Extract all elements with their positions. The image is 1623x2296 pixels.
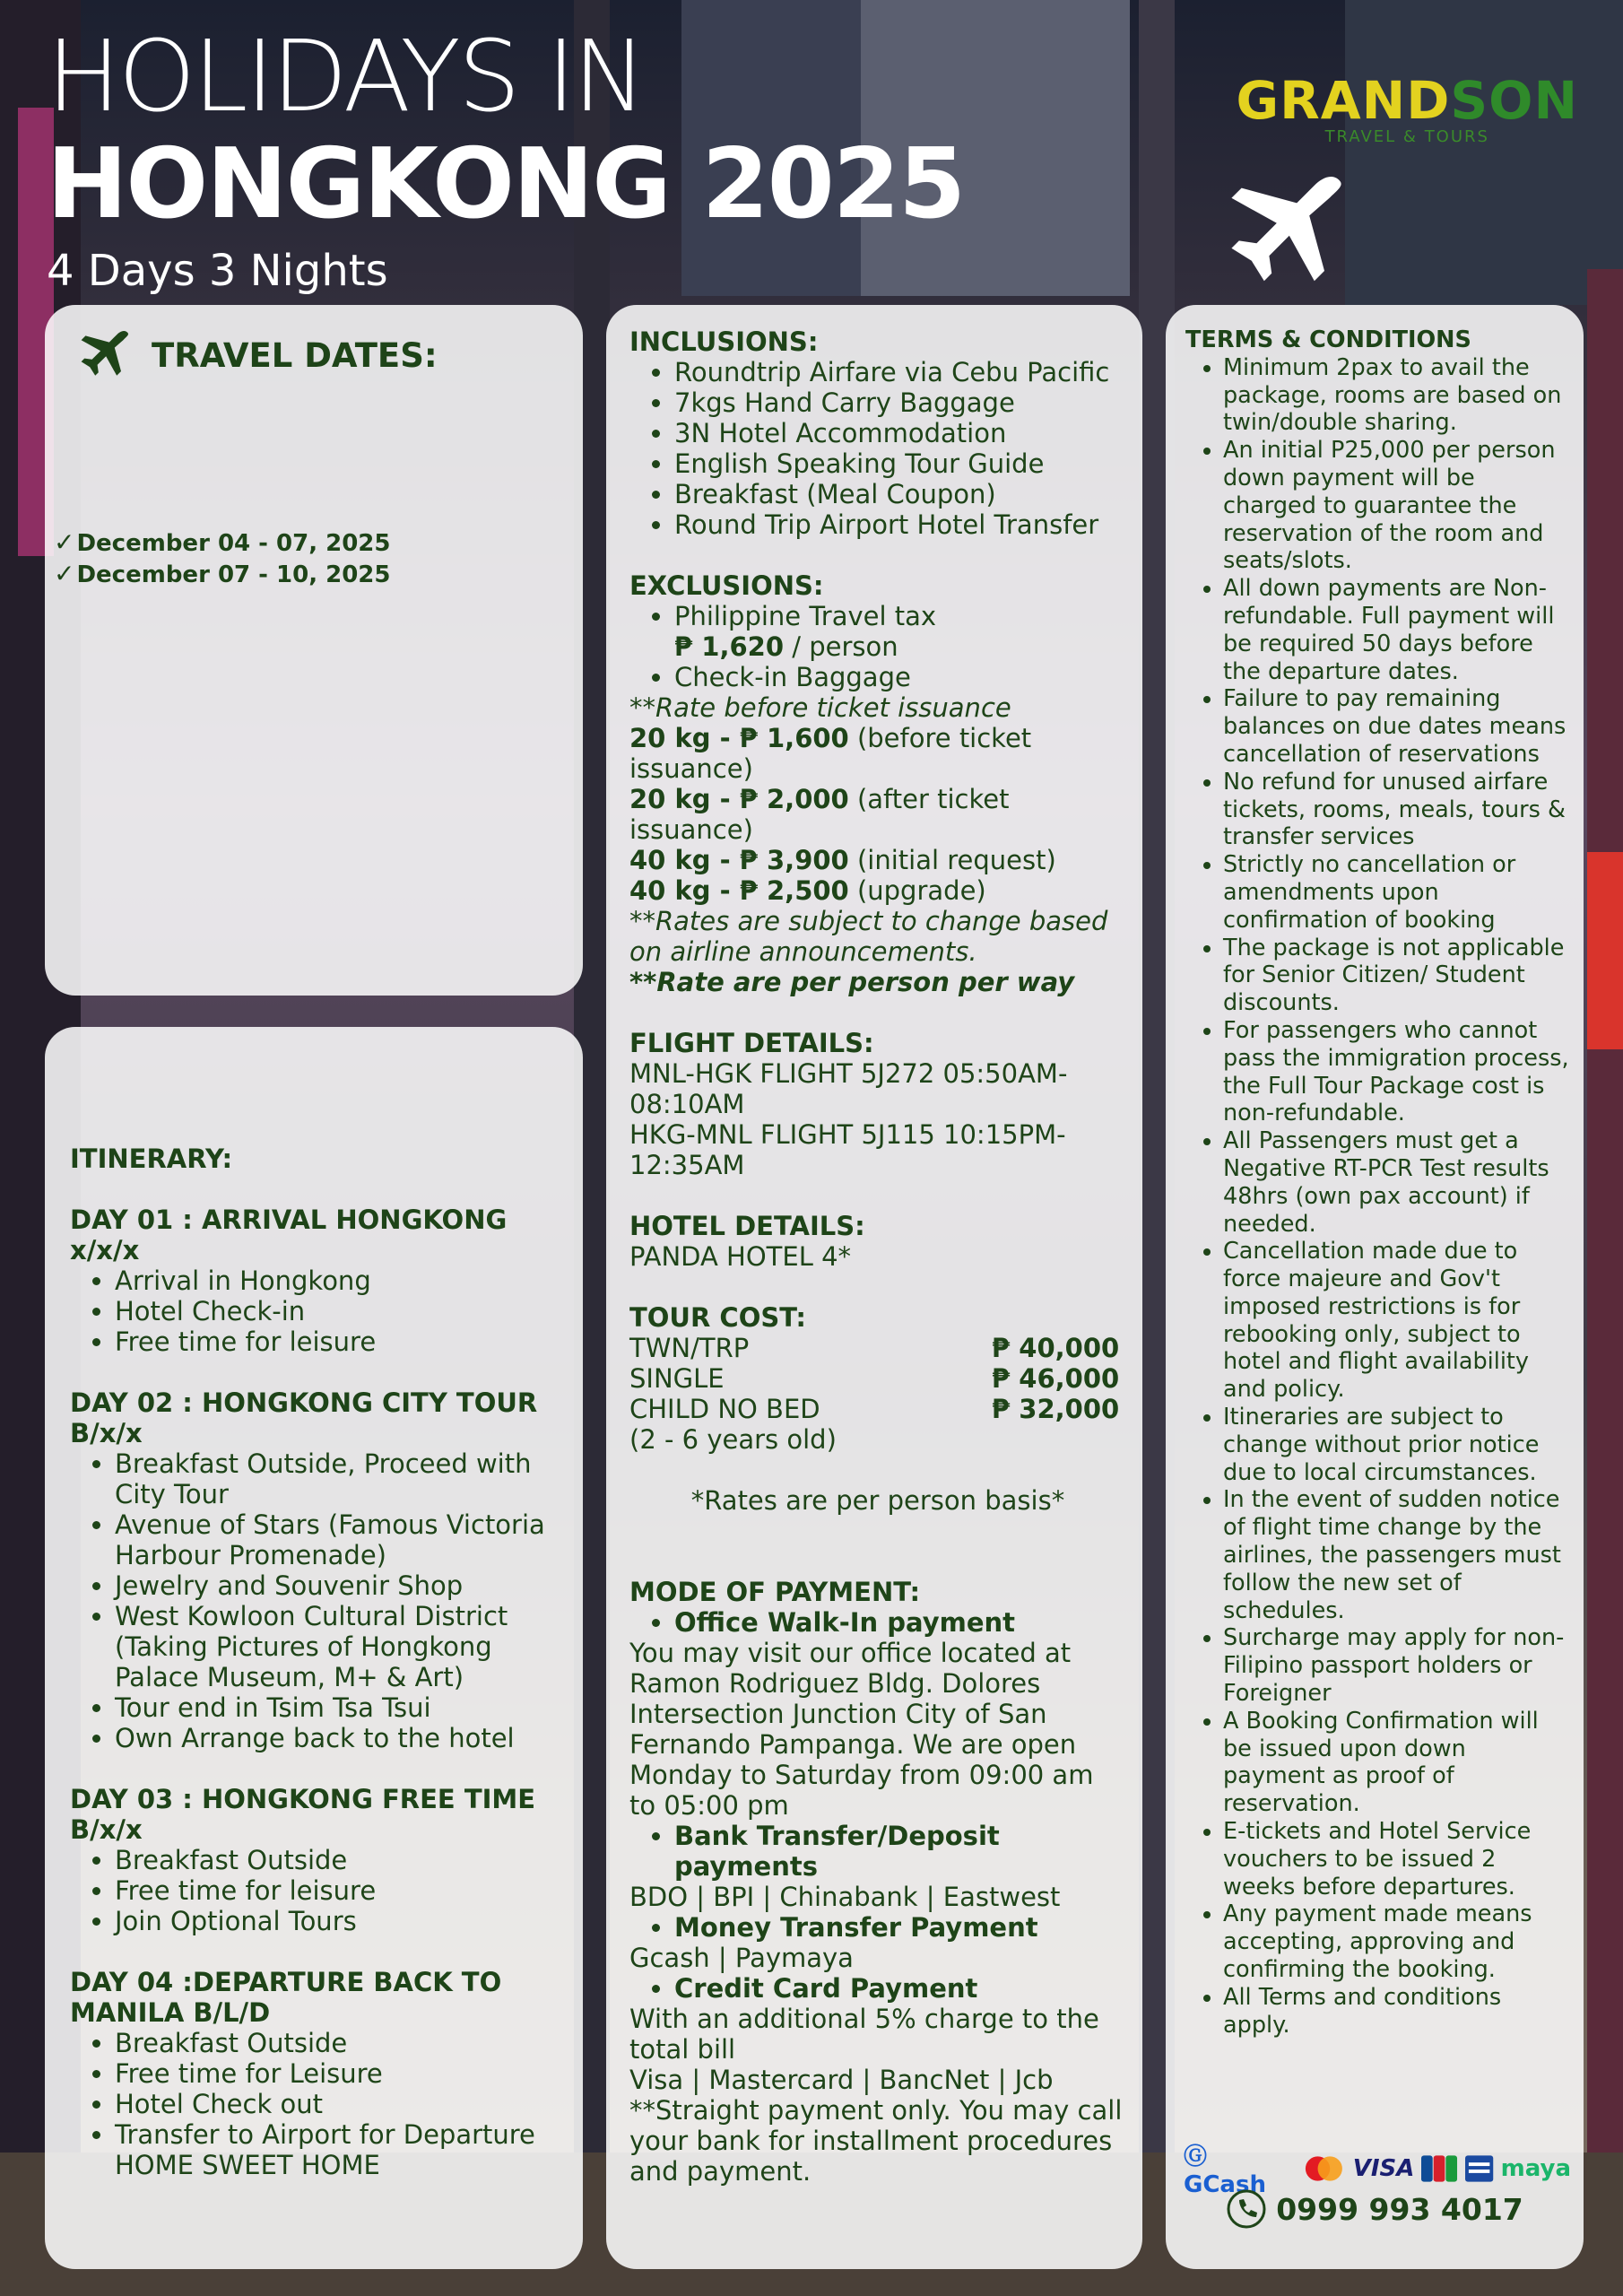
- package-details-panel: [606, 305, 1142, 2269]
- hero-title: [47, 19, 965, 296]
- list-item: • Failure to pay remaining balances on due dates means cancellation of reservations: [1223, 685, 1571, 768]
- list-item: • English Speaking Tour Guide: [674, 448, 1126, 479]
- payment-method: [629, 1912, 1126, 1943]
- list-item: • Free time for leisure: [115, 1875, 567, 1906]
- list-item: • Strictly no cancellation or amendments upon confirmation of booking: [1223, 851, 1571, 934]
- travel-dates-title: TRAVEL DATES:: [152, 335, 438, 375]
- baggage-rate: 20 kg - ₱ 2,000 (after ticket issuance): [629, 784, 1010, 845]
- baggage-rate: 40 kg - ₱ 2,500 (upgrade): [629, 875, 986, 906]
- list-item: • 7kgs Hand Carry Baggage: [674, 387, 1126, 418]
- list-item: • All down payments are Non-refundable. Full payment will be required 50 days before the departure dates.: [1223, 575, 1571, 685]
- accepted-cards: Visa | Mastercard | BancNet | Jcb: [629, 2065, 1054, 2095]
- bancnet-logo: [1465, 2155, 1493, 2182]
- travel-date-item: ✓December 07 - 10, 2025: [54, 559, 391, 588]
- rate-note: **Rate before ticket issuance: [629, 692, 1011, 723]
- baggage-rate: 20 kg - ₱ 1,600 (before ticket issuance): [629, 723, 1032, 784]
- straight-payment-note: **Straight payment only. You may call your bank for installment procedures and payment.: [629, 2095, 1123, 2187]
- payment-method: [629, 1821, 1126, 1882]
- change-note: **Rates are subject to change based on airline announcements.: [629, 906, 1108, 967]
- tour-cost-table: [629, 1333, 1126, 1424]
- gcash-logo: Ⓖ GCash: [1184, 2144, 1266, 2198]
- hero-line-2: HONGKONG 2025: [47, 128, 965, 240]
- check-icon: ✓: [54, 559, 75, 588]
- list-item: • Free time for Leisure: [115, 2058, 567, 2089]
- cost-label: TWN/TRP: [629, 1333, 750, 1363]
- payment-method-detail: You may visit our office located at Ramon Rodriguez Bldg. Dolores Intersection Junction City of San Fernando Pampanga. We are open Monday to Saturday from 09:00 am to 05:00 pm: [629, 1638, 1094, 1821]
- list-item: • Breakfast Outside, Proceed with City Tour: [115, 1448, 567, 1509]
- payment-method-name: • Bank Transfer/Deposit payments: [674, 1821, 1126, 1882]
- list-item: • Join Optional Tours: [115, 1906, 567, 1936]
- list-item: • Jewelry and Souvenir Shop: [115, 1570, 567, 1601]
- list-item: • Check-in Baggage: [674, 662, 1126, 692]
- phone-icon: [1226, 2188, 1267, 2230]
- list-item: • All Passengers must get a Negative RT-PCR Test results 48hrs (own pax account) if needed.: [1223, 1127, 1571, 1238]
- hotel-name: PANDA HOTEL 4*: [629, 1241, 852, 1272]
- list-item: • In the event of sudden notice of flight time change by the airlines, the passengers must follow the new set of schedules.: [1223, 1486, 1571, 1624]
- travel-dates-panel: [45, 305, 583, 996]
- cost-price: ₱ 40,000: [992, 1333, 1120, 1363]
- list-item: • Own Arrange back to the hotel: [115, 1723, 567, 1753]
- check-icon: ✓: [54, 527, 75, 557]
- list-item: • 3N Hotel Accommodation: [674, 418, 1126, 448]
- day-title: DAY 02 : HONGKONG CITY TOUR B/x/x: [70, 1387, 538, 1448]
- payment-method-name: • Office Walk-In payment: [674, 1607, 1126, 1638]
- phone-number: 0999 993 4017: [1276, 2191, 1523, 2227]
- day-items: [70, 2028, 567, 2180]
- baggage-rate: 40 kg - ₱ 3,900 (initial request): [629, 845, 1056, 875]
- list-item: • Hotel Check-in: [115, 1296, 567, 1326]
- list-item: • Itineraries are subject to change without prior notice due to local circumstances.: [1223, 1404, 1571, 1486]
- list-item: • Tour end in Tsim Tsa Tsui: [115, 1692, 567, 1723]
- exclusions-list: [629, 601, 1126, 692]
- list-item: • For passengers who cannot pass the immigration process, the Full Tour Package cost is non-refundable.: [1223, 1017, 1571, 1127]
- list-item: • Breakfast (Meal Coupon): [674, 479, 1126, 509]
- list-item: • E-tickets and Hotel Service vouchers to be issued 2 weeks before departures.: [1223, 1818, 1571, 1900]
- plane-icon: [76, 328, 134, 382]
- travel-date-item: ✓December 04 - 07, 2025: [54, 527, 391, 557]
- list-item: • Arrival in Hongkong: [115, 1265, 567, 1296]
- cost-label: SINGLE: [629, 1363, 725, 1394]
- rates-basis-note: *Rates are per person basis*: [690, 1485, 1065, 1516]
- tour-cost-title: TOUR COST:: [629, 1302, 807, 1333]
- grandson-logo: [1237, 70, 1578, 146]
- payment-method: [629, 1973, 1126, 2004]
- inclusions-list: [629, 357, 1126, 540]
- travel-tax-amount: ₱ 1,620: [674, 631, 785, 662]
- list-item: • Free time for leisure: [115, 1326, 567, 1357]
- payment-title: MODE OF PAYMENT:: [629, 1577, 921, 1607]
- flight-title: FLIGHT DETAILS:: [629, 1028, 874, 1058]
- day-items: [70, 1448, 567, 1753]
- list-item: • Avenue of Stars (Famous Victoria Harbour Promenade): [115, 1509, 567, 1570]
- payment-method-detail: Gcash | Paymaya: [629, 1943, 854, 1973]
- list-item: • Transfer to Airport for Departure HOME SWEET HOME: [115, 2119, 567, 2180]
- cost-price: ₱ 46,000: [992, 1363, 1120, 1394]
- day-title: DAY 04 :DEPARTURE BACK TO MANILA B/L/D: [70, 1967, 502, 2028]
- cost-price: ₱ 32,000: [992, 1394, 1120, 1424]
- list-item: • No refund for unused airfare tickets, rooms, meals, tours & transfer services: [1223, 769, 1571, 851]
- day-items: [70, 1265, 567, 1357]
- terms-title: TERMS & CONDITIONS: [1185, 326, 1471, 353]
- travel-dates-header: [76, 328, 438, 382]
- list-item: • Cancellation made due to force majeure and Gov't imposed restrictions is for rebooking only, subject to hotel and flight availability and policy.: [1223, 1238, 1571, 1404]
- child-age-note: (2 - 6 years old): [629, 1424, 837, 1455]
- logo-name: GRANDSON: [1236, 70, 1578, 131]
- exclusions-title: EXCLUSIONS:: [629, 570, 824, 601]
- list-item: • The package is not applicable for Senior Citizen/ Student discounts.: [1223, 935, 1571, 1017]
- itinerary-title: ITINERARY:: [70, 1144, 233, 1174]
- list-item: • Hotel Check out: [115, 2089, 567, 2119]
- flight-line: MNL-HGK FLIGHT 5J272 05:50AM-08:10AM: [629, 1058, 1068, 1119]
- day-items: [70, 1845, 567, 1936]
- logo-subtitle: TRAVEL & TOURS: [1324, 127, 1489, 146]
- itinerary-panel: [45, 1027, 583, 2269]
- terms-panel: [1166, 305, 1584, 2269]
- payment-method-detail: BDO | BPI | Chinabank | Eastwest: [629, 1882, 1061, 1912]
- day-title: DAY 03 : HONGKONG FREE TIME B/x/x: [70, 1784, 536, 1845]
- list-item: • An initial P25,000 per person down payment will be charged to guarantee the reservation of the room and seats/slots.: [1223, 437, 1571, 575]
- list-item: • Breakfast Outside: [115, 1845, 567, 1875]
- hero-line-1: HOLIDAYS IN: [47, 19, 645, 134]
- list-item: • A Booking Confirmation will be issued upon down payment as proof of reservation.: [1223, 1708, 1571, 1818]
- payment-method-detail: With an additional 5% charge to the total bill: [629, 2004, 1099, 2065]
- mastercard-logo: [1302, 2154, 1346, 2183]
- per-person-note: **Rate are per person per way: [629, 967, 1075, 997]
- jcb-logo: [1421, 2155, 1458, 2182]
- list-item: • Philippine Travel tax ₱ 1,620 / person: [674, 601, 1126, 662]
- contact-phone: [1166, 2188, 1584, 2230]
- list-item: • All Terms and conditions apply.: [1223, 1984, 1571, 2039]
- list-item: • Minimum 2pax to avail the package, rooms are based on twin/double sharing.: [1223, 354, 1571, 437]
- list-item: • Any payment made means accepting, approving and confirming the booking.: [1223, 1900, 1571, 1983]
- list-item: • West Kowloon Cultural District (Taking Pictures of Hongkong Palace Museum, M+ & Art): [115, 1601, 567, 1692]
- payment-method-name: • Money Transfer Payment: [674, 1912, 1126, 1943]
- travel-dates-list: [54, 527, 391, 590]
- hotel-title: HOTEL DETAILS:: [629, 1211, 865, 1241]
- day-title: DAY 01 : ARRIVAL HONGKONG x/x/x: [70, 1205, 508, 1265]
- payment-method: [629, 1607, 1126, 1638]
- list-item: • Surcharge may apply for non-Filipino passport holders or Foreigner: [1223, 1624, 1571, 1707]
- list-item: • Roundtrip Airfare via Cebu Pacific: [674, 357, 1126, 387]
- terms-list: [1185, 354, 1571, 2039]
- cost-label: CHILD NO BED: [629, 1394, 820, 1424]
- hero-duration: 4 Days 3 Nights: [47, 246, 388, 296]
- list-item: • Breakfast Outside: [115, 2028, 567, 2058]
- airplane-icon: [1219, 170, 1354, 296]
- maya-logo: maya: [1500, 2154, 1571, 2182]
- payment-method-name: • Credit Card Payment: [674, 1973, 1126, 2004]
- list-item: • Round Trip Airport Hotel Transfer: [674, 509, 1126, 540]
- visa-logo: VISA: [1352, 2154, 1415, 2182]
- flight-line: HKG-MNL FLIGHT 5J115 10:15PM-12:35AM: [629, 1119, 1066, 1180]
- inclusions-title: INCLUSIONS:: [629, 326, 819, 357]
